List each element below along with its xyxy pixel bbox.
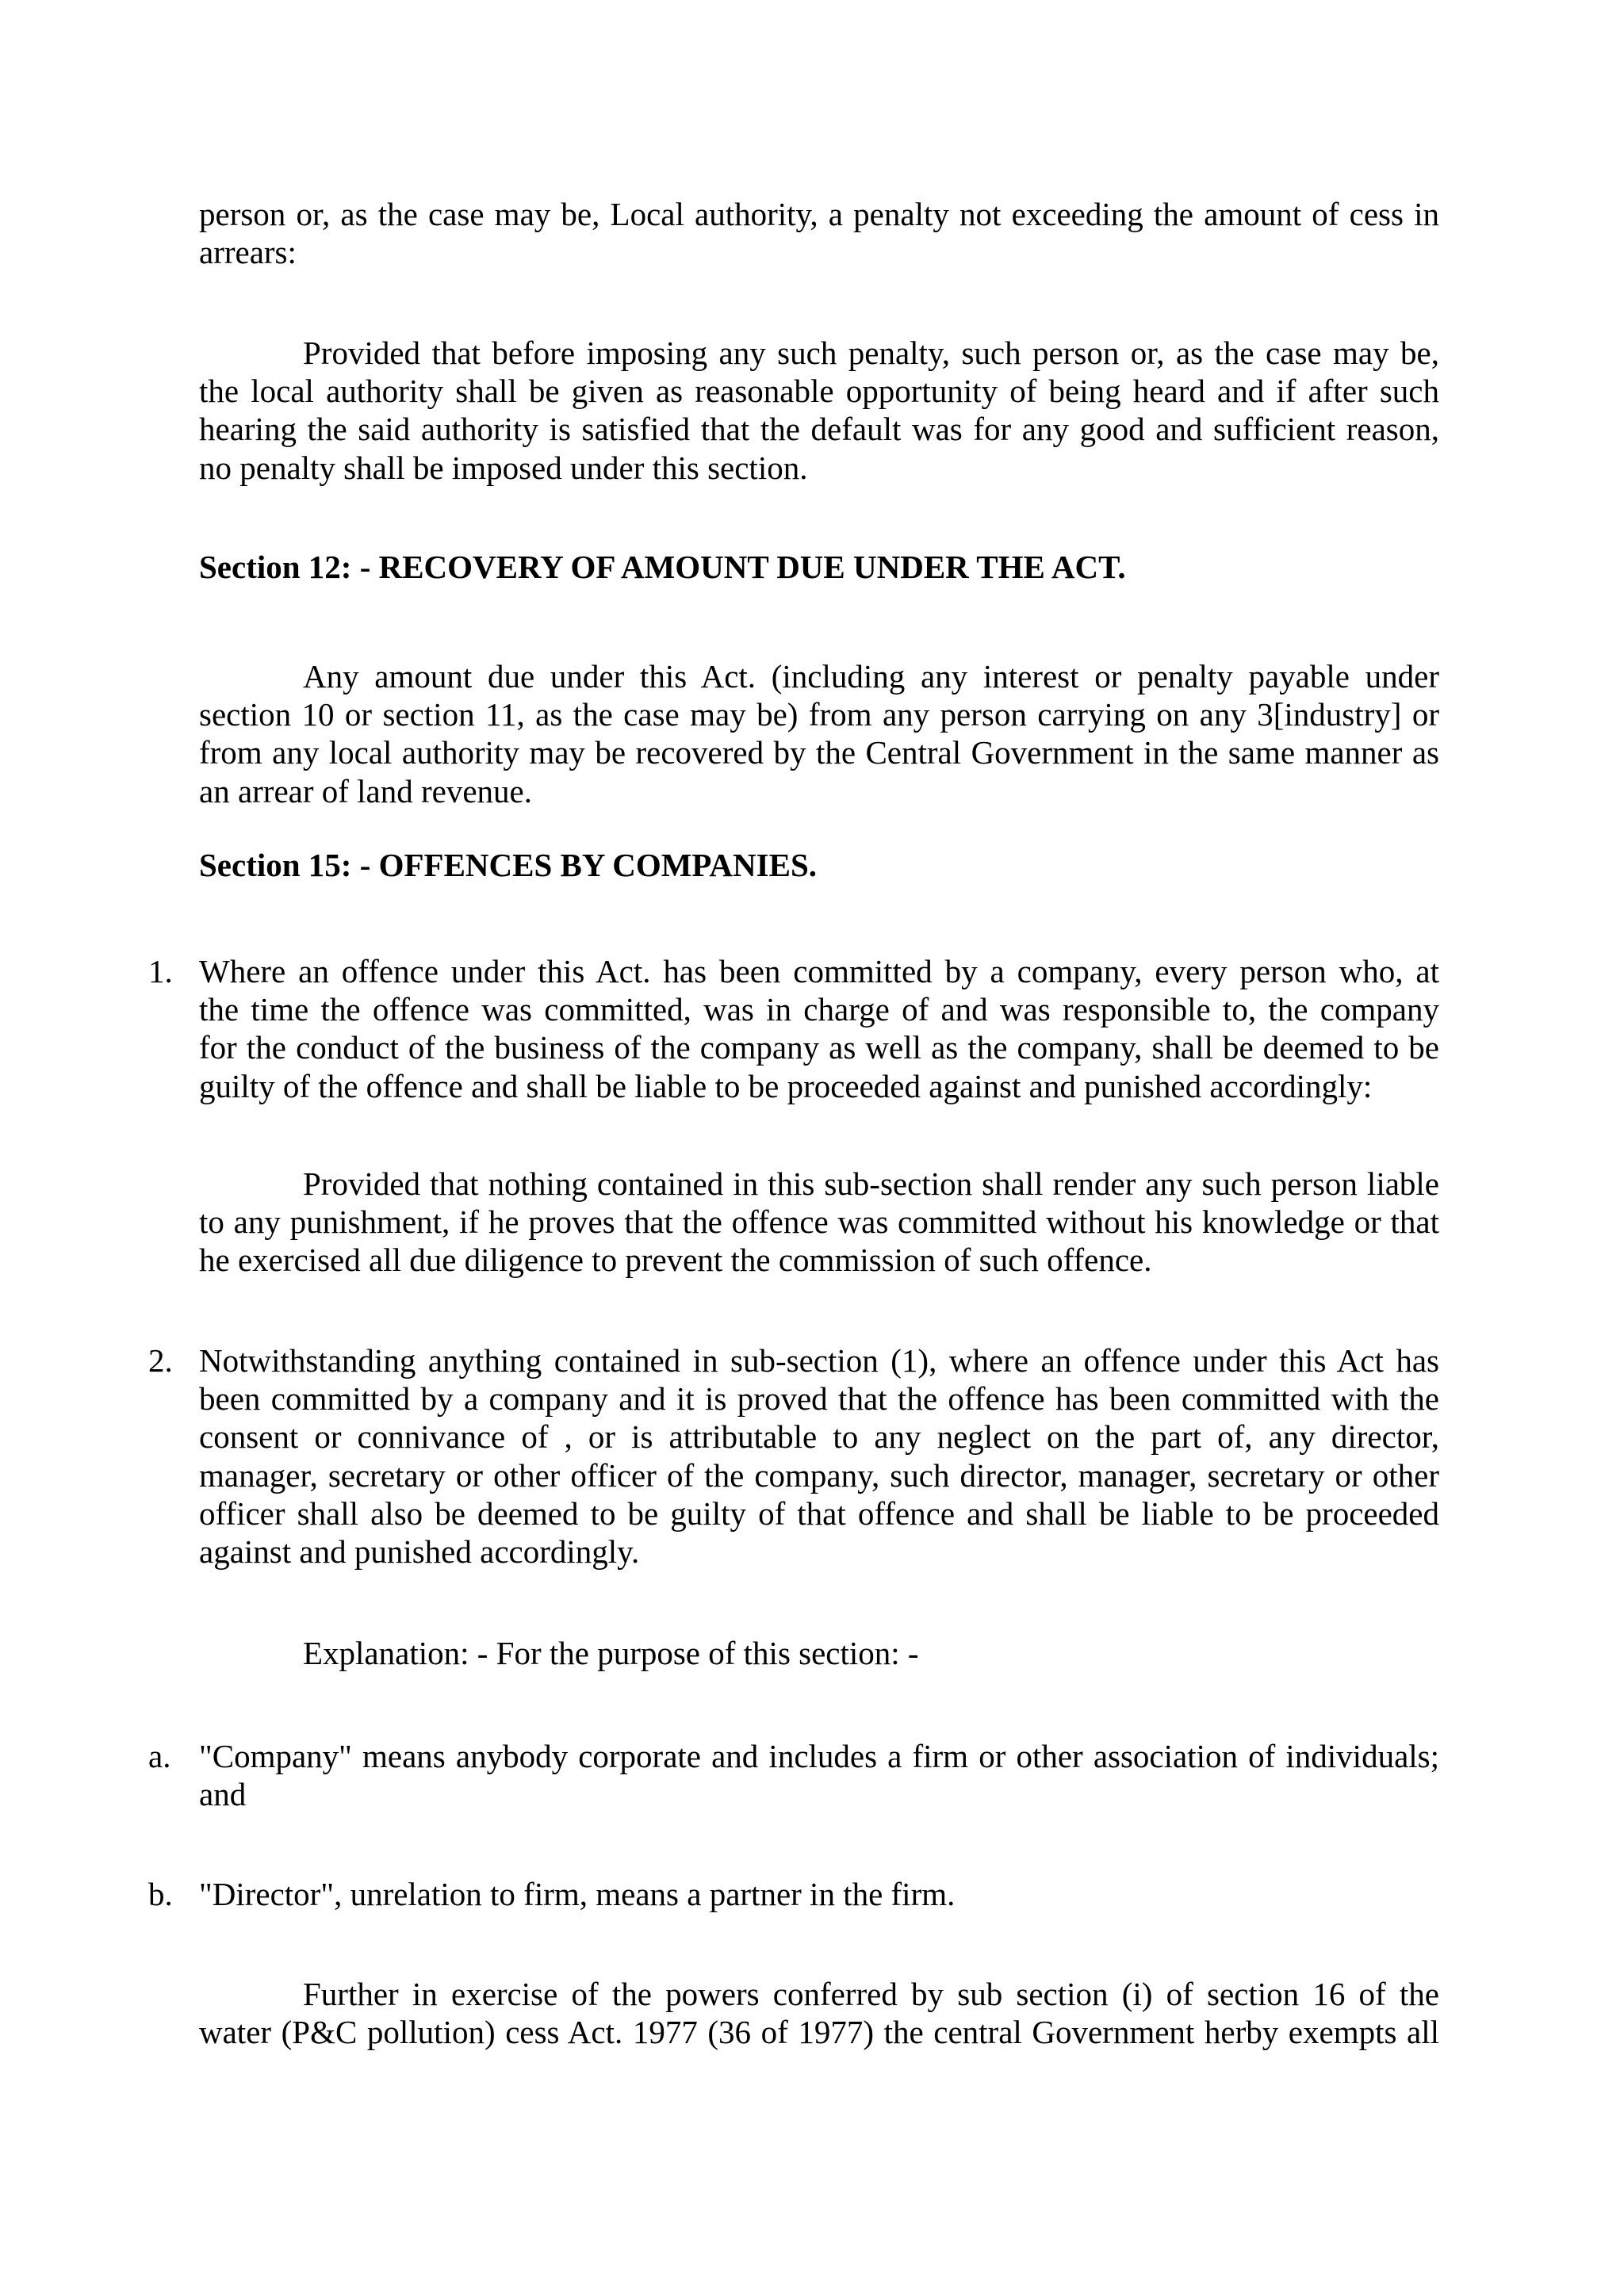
text-line: guilty of the offence and shall be liable to be proceeded against and punished accordingly:	[199, 1067, 1373, 1104]
text-line: and	[199, 1776, 247, 1813]
text-line: officer shall also be deemed to be guilty of that offence and shall be liable to be proceeded	[199, 1494, 1439, 1532]
definition-letter: a.	[148, 1738, 171, 1774]
section-12-body	[199, 657, 1439, 810]
text-line: the time the offence was committed, was in charge of and was responsible to, the company	[199, 991, 1439, 1028]
penalty-continuation-paragraph	[199, 195, 1439, 271]
text-line: "Director", unrelation to firm, means a partner in the firm.	[199, 1876, 956, 1912]
text-line: consent or connivance of , or is attributable to any neglect on the part of, any director,	[199, 1418, 1439, 1456]
text-line: to any punishment, if he proves that the offence was committed without his knowledge or that	[199, 1203, 1439, 1241]
penalty-proviso-paragraph	[199, 334, 1439, 487]
text-line: person or, as the case may be, Local authority, a penalty not exceeding the amount of cess in	[199, 196, 1439, 232]
clause-1-proviso-paragraph	[199, 1165, 1439, 1280]
text-line: no penalty shall be imposed under this section.	[199, 449, 808, 486]
text-line: from any local authority may be recovered by the Central Government in the same manner as	[199, 734, 1439, 771]
text-line: been committed by a company and it is proved that the offence has been committed with the	[199, 1380, 1439, 1418]
text-line: for the conduct of the business of the company as well as the company, shall be deemed to be	[199, 1029, 1439, 1066]
text-line: hearing the said authority is satisfied that the default was for any good and sufficient reason,	[199, 411, 1439, 448]
text-line: against and punished accordingly.	[199, 1533, 640, 1570]
text-line: Where an offence under this Act. has been committed by a company, every person who, at	[199, 953, 1439, 989]
definition-a	[148, 1737, 1439, 1813]
clause-1	[148, 952, 1439, 1105]
text-line: Further in exercise of the powers conferred by sub section (i) of section 16 of the	[303, 1976, 1439, 2012]
definition-b	[148, 1875, 1439, 1913]
clause-number: 2.	[148, 1342, 173, 1379]
text-line: he exercised all due diligence to prevent the commission of such offence.	[199, 1242, 1152, 1279]
text-line: arrears:	[199, 234, 297, 271]
section-15-heading-block	[199, 846, 1439, 884]
text-line: Provided that before imposing any such penalty, such person or, as the case may be,	[303, 335, 1439, 371]
text-line: Any amount due under this Act. (including any interest or penalty payable under	[303, 658, 1439, 695]
further-exemption-paragraph	[199, 1975, 1439, 2051]
text-line: "Company" means anybody corporate and includes a firm or other association of individuals;	[199, 1738, 1439, 1774]
explanation-heading: Explanation: - For the purpose of this section: -	[303, 1635, 919, 1671]
section-12-heading: Section 12: - RECOVERY OF AMOUNT DUE UNDER THE ACT.	[199, 549, 1126, 585]
text-line: the local authority shall be given as reasonable opportunity of being heard and if after such	[199, 373, 1439, 410]
text-line: water (P&C pollution) cess Act. 1977 (36 of 1977) the central Government herby exempts all	[199, 2014, 1439, 2051]
text-line: Provided that nothing contained in this sub-section shall render any such person liable	[303, 1165, 1439, 1202]
explanation-block	[199, 1634, 1439, 1672]
text-line: an arrear of land revenue.	[199, 772, 532, 809]
definition-letter: b.	[148, 1876, 173, 1912]
clause-2	[148, 1341, 1439, 1571]
clause-number: 1.	[148, 953, 173, 989]
text-line: section 10 or section 11, as the case may be) from any person carrying on any 3[industry] or	[199, 696, 1439, 733]
section-15-heading: Section 15: - OFFENCES BY COMPANIES.	[199, 847, 817, 883]
section-12-heading-block	[199, 548, 1439, 586]
text-line: manager, secretary or other officer of the company, such director, manager, secretary or other	[199, 1456, 1439, 1494]
text-line: Notwithstanding anything contained in sub-section (1), where an offence under this Act has	[199, 1342, 1439, 1379]
